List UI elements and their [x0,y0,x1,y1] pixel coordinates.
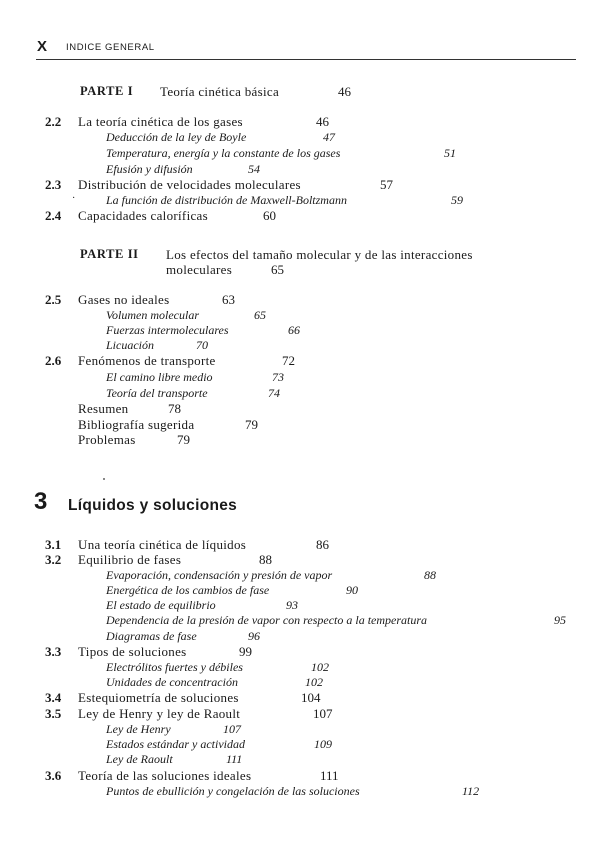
subsection-page: 88 [424,568,436,582]
subsection-title: Energética de los cambios de fase [106,583,270,597]
subsection-page: 90 [346,583,358,597]
section-page: 57 [380,177,393,192]
subsection-page: 96 [248,629,260,643]
resumen-title: Resumen [78,401,129,416]
resumen-page: 78 [168,401,181,416]
subsection-page: 73 [272,370,284,384]
section-page: 46 [316,114,329,129]
section-number: 2.2 [45,114,62,129]
subsection-page: 93 [286,598,298,612]
part-2-title-cont: moleculares [166,262,233,277]
subsection-page: 95 [554,613,566,627]
subsection-page: 47 [323,130,335,144]
subsection-page: 102 [311,660,329,674]
subsection-title: Temperatura, energía y la constante de los gases [106,146,341,160]
section-title: La teoría cinética de los gases [78,114,243,129]
subsection-title: El camino libre medio [106,370,213,384]
subsection-title: La función de distribución de Maxwell-Boltzmann [106,193,347,207]
subsection-page: 74 [268,386,280,400]
section-title: Tipos de soluciones [78,644,187,659]
section-number: 3.1 [45,537,62,552]
subsection-page: 59 [451,193,463,207]
bibliografia-title: Bibliografía sugerida [78,417,195,432]
section-number: 3.6 [45,768,62,783]
section-title: Fenómenos de transporte [78,353,216,368]
section-number: 2.6 [45,353,62,368]
chapter-title: Líquidos y soluciones [68,497,238,514]
section-number: 2.4 [45,208,62,223]
subsection-title: Ley de Raoult [106,752,173,766]
subsection-title: Teoría del transporte [106,386,208,400]
section-number: 2.5 [45,292,62,307]
subsection-page: 102 [305,675,323,689]
subsection-title: Evaporación, condensación y presión de vapor [106,568,333,582]
section-page: 60 [263,208,276,223]
section-title: Ley de Henry y ley de Raoult [78,706,241,721]
section-title: Capacidades caloríficas [78,208,208,223]
subsection-page: 51 [444,146,456,160]
section-page: 104 [301,690,321,705]
header-rule [36,59,576,60]
chapter-number: 3 [34,488,48,515]
section-title: Estequiometría de soluciones [78,690,239,705]
part-1-page: 46 [338,84,351,99]
subsection-title: Unidades de concentración [106,675,238,689]
section-number: 3.4 [45,690,62,705]
section-page: 88 [259,552,272,567]
subsection-title: Diagramas de fase [106,629,197,643]
subsection-title: Fuerzas intermoleculares [106,323,229,337]
section-title: Teoría de las soluciones ideales [78,768,252,783]
page-letter: X [37,38,48,55]
subsection-title: Deducción de la ley de Boyle [106,130,247,144]
section-page: 72 [282,353,295,368]
subsection-page: 54 [248,162,260,176]
subsection-title: Electrólitos fuertes y débiles [106,660,243,674]
running-title: INDICE GENERAL [66,42,155,53]
section-page: 111 [320,768,339,783]
section-title: Gases no ideales [78,292,170,307]
subsection-title: Puntos de ebullición y congelación de las soluciones [106,784,360,798]
subsection-page: 112 [462,784,480,798]
subsection-title: Volumen molecular [106,308,199,322]
section-number: 2.3 [45,177,62,192]
section-page: 86 [316,537,329,552]
subsection-title: Licuación [106,338,154,352]
part-2-page: 65 [271,262,284,277]
subsection-page: 66 [288,323,300,337]
print-speck [103,478,105,480]
section-title: Distribución de velocidades moleculares [78,177,301,192]
subsection-page: 107 [223,722,241,736]
section-page: 63 [222,292,235,307]
part-1-label: PARTE I [80,84,134,98]
problemas-title: Problemas [78,432,136,447]
part-2-title: Los efectos del tamaño molecular y de las interacciones [166,247,473,262]
subsection-title: Dependencia de la presión de vapor con respecto a la temperatura [106,613,428,627]
section-title: Una teoría cinética de líquidos [78,537,247,552]
part-1-title: Teoría cinética básica [160,84,280,99]
section-page: 99 [239,644,252,659]
bibliografia-page: 79 [245,417,258,432]
subsection-title: El estado de equilibrio [106,598,216,612]
section-number: 3.2 [45,552,62,567]
subsection-page: 70 [196,338,208,352]
subsection-title: Ley de Henry [106,722,171,736]
subsection-page: 65 [254,308,266,322]
problemas-page: 79 [177,432,190,447]
subsection-title: Estados estándar y actividad [106,737,245,751]
section-number: 3.3 [45,644,62,659]
section-number: 3.5 [45,706,62,721]
section-title: Equilibrio de fases [78,552,182,567]
subsection-title: Efusión y difusión [106,162,193,176]
part-2-label: PARTE II [80,247,139,261]
subsection-page: 111 [226,752,243,766]
subsection-page: 109 [314,737,332,751]
section-page: 107 [313,706,333,721]
print-speck: · [72,193,76,204]
